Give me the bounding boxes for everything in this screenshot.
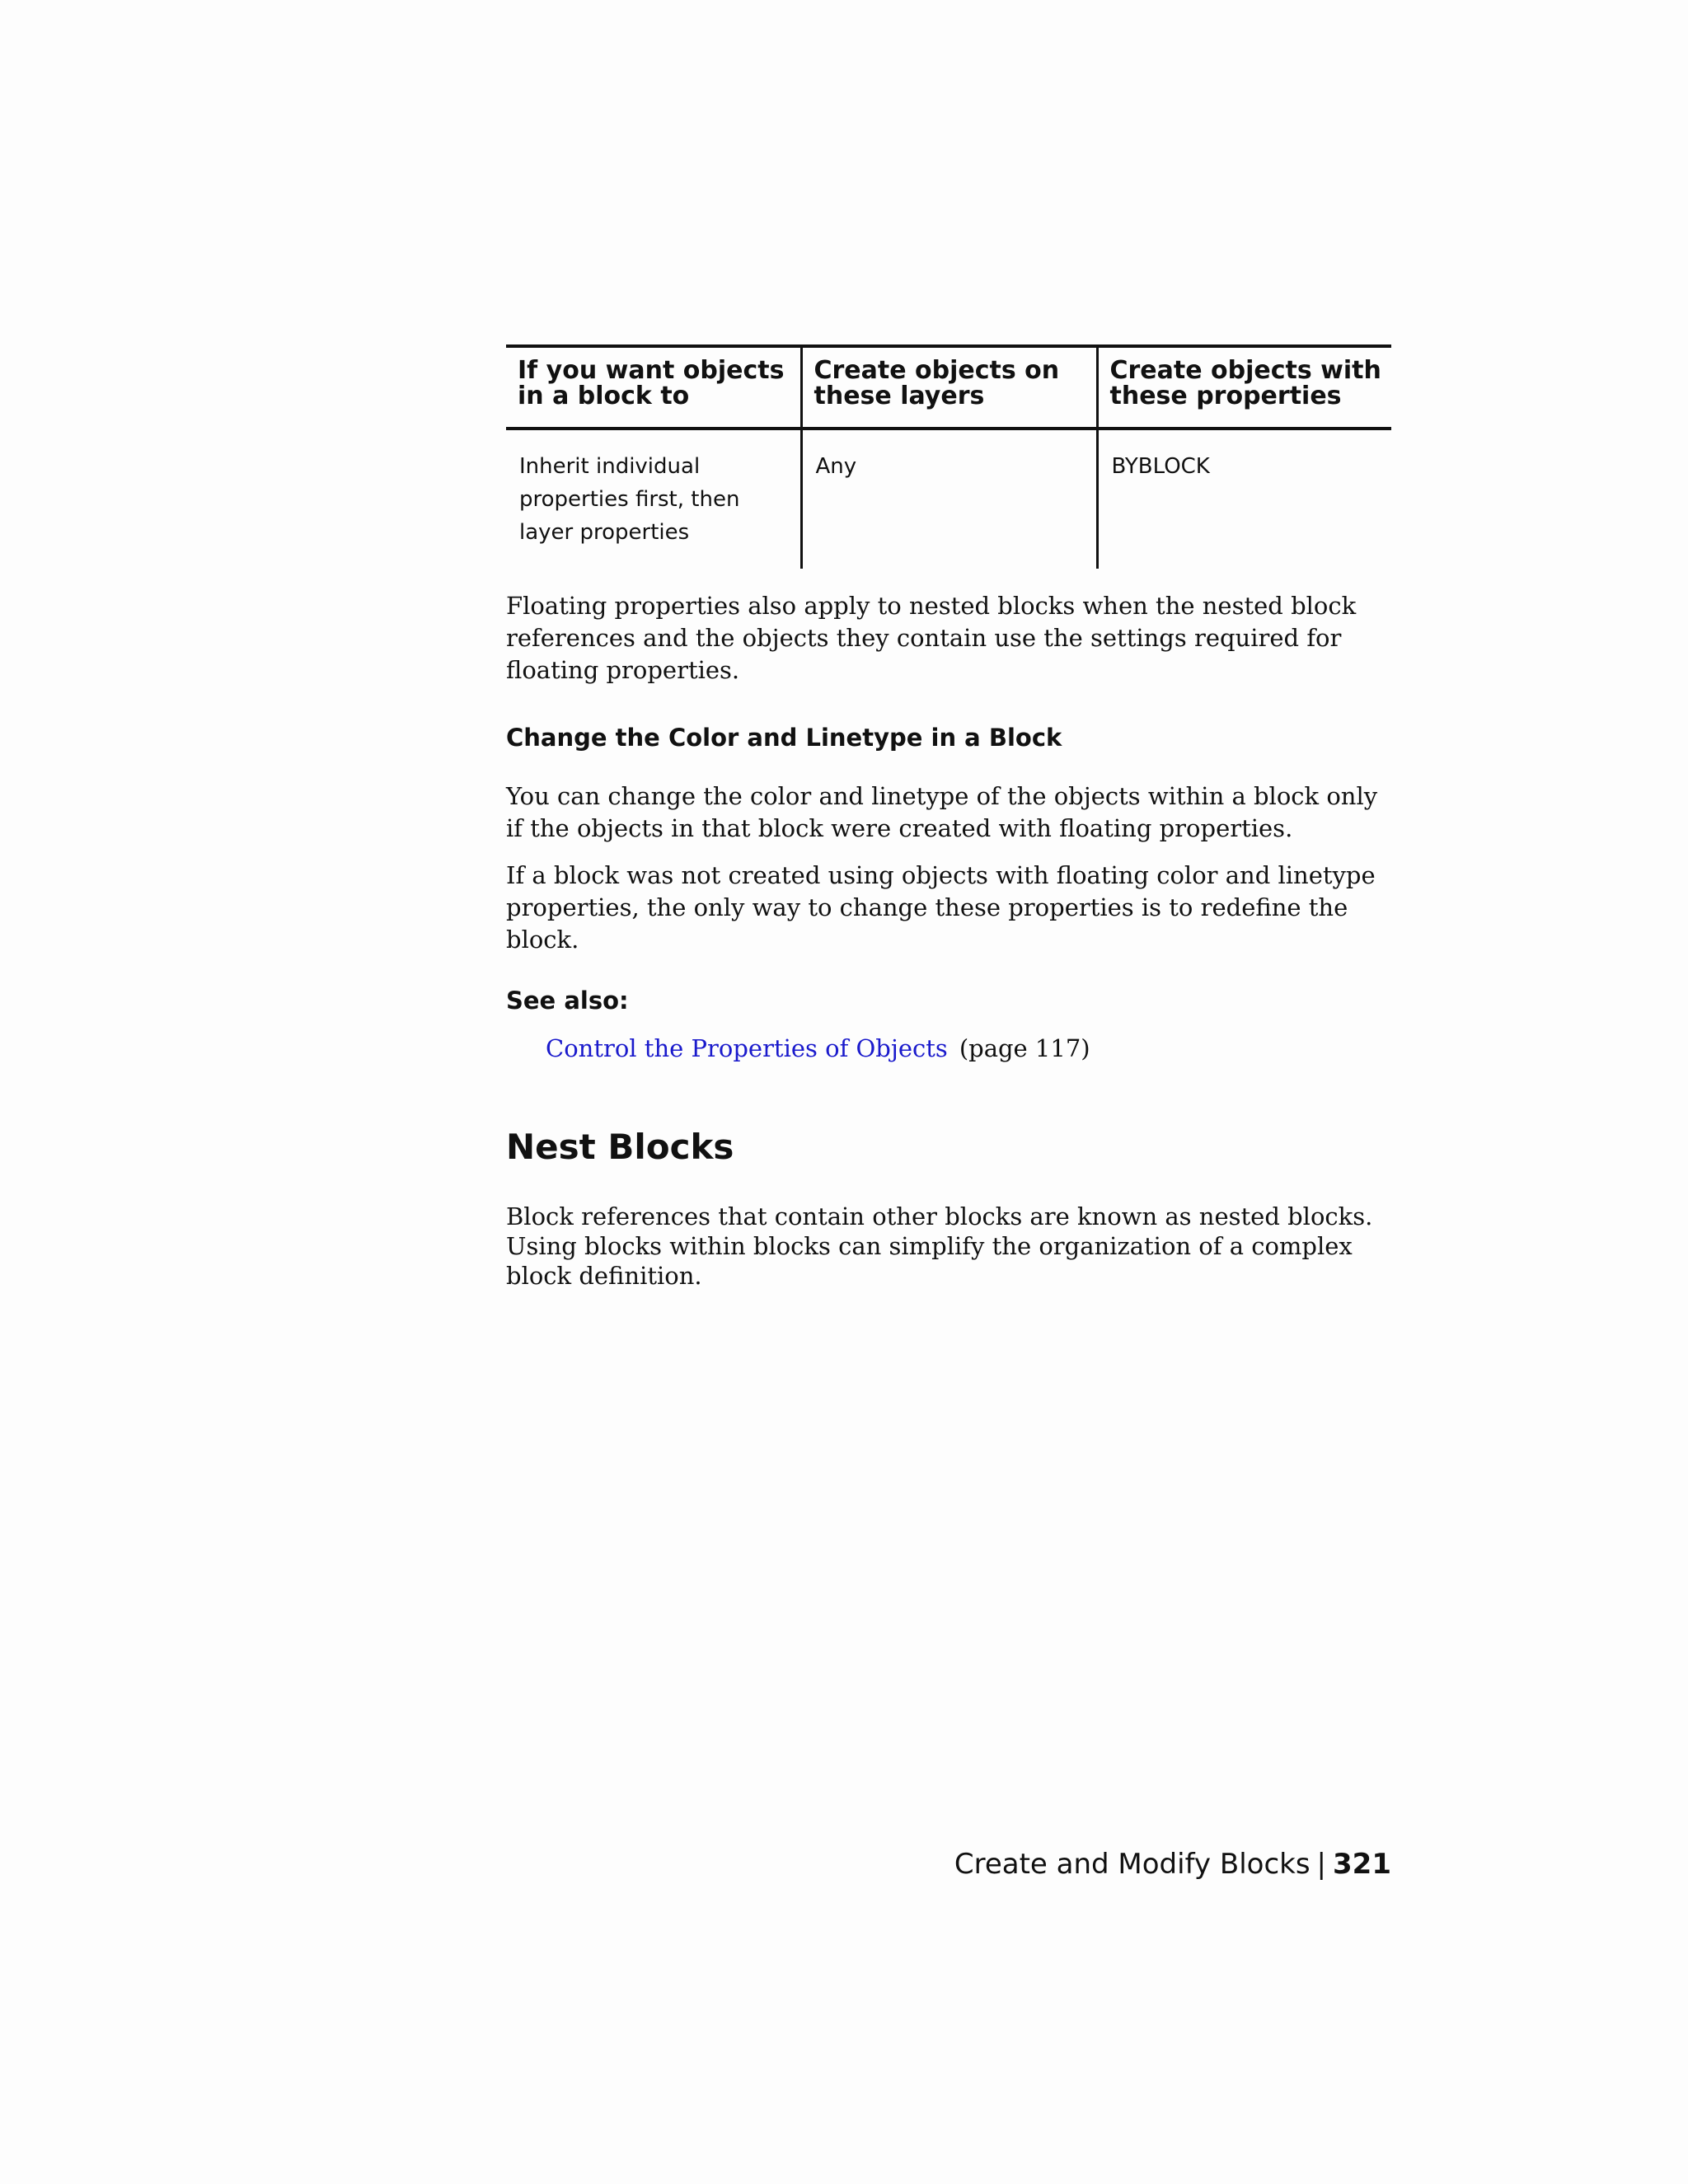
table-cell: BYBLOCK (1097, 429, 1391, 569)
page-footer (954, 1846, 1391, 1882)
paragraph-redefine-block: If a block was not created using objects with floating color and linetype properties, the only way to change these properties is to redefine the block. (506, 861, 1376, 954)
section-title-nest-blocks: Nest Blocks (506, 1127, 734, 1167)
table-header-cell: Create objects on these layers (801, 346, 1097, 429)
table-header-cell: If you want objects in a block to (506, 346, 801, 429)
table-row (506, 429, 1391, 569)
page-number: 321 (1333, 1848, 1391, 1881)
footer-separator: | (1316, 1848, 1327, 1881)
paragraph-floating-properties: Floating properties also apply to nested blocks when the nested block references and the objects they contain use the settings required for floating properties. (506, 592, 1357, 684)
table-header-row (506, 346, 1391, 429)
page-content (506, 344, 1391, 1291)
paragraph-nest-blocks: Block references that contain other blocks are known as nested blocks. Using blocks within blocks can simplify the organization of a complex block definition. (506, 1202, 1373, 1290)
see-also-label: See also: (506, 987, 629, 1015)
footer-chapter-title: Create and Modify Blocks (954, 1848, 1311, 1881)
paragraph-change-intro: You can change the color and linetype of the objects within a block only if the objects in that block were created with floating properties. (506, 782, 1378, 842)
page-reference: (page 117) (959, 1034, 1090, 1062)
table-header-cell: Create objects with these properties (1097, 346, 1391, 429)
table-cell: Any (801, 429, 1097, 569)
see-also-entry (546, 1032, 1391, 1065)
table-cell: Inherit individual properties first, then layer properties (519, 454, 740, 545)
properties-table (506, 344, 1391, 569)
subheading-change-color-linetype: Change the Color and Linetype in a Block (506, 724, 1062, 752)
control-properties-link[interactable]: Control the Properties of Objects (546, 1034, 948, 1062)
